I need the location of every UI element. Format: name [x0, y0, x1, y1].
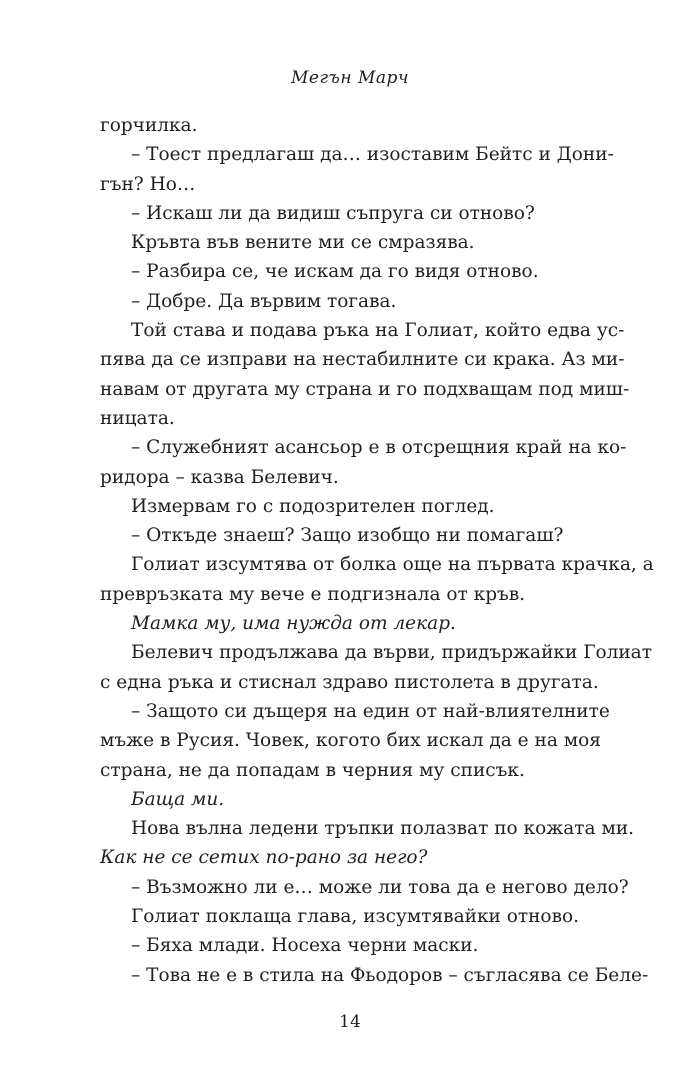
- text-line: Кръвта във вените ми се смразява.: [131, 232, 475, 254]
- text-line: – Откъде знаеш? Защо изобщо ни помагаш?: [131, 525, 564, 547]
- text-line: с една ръка и стиснал здраво пистолета в другата.: [100, 671, 599, 693]
- text-line: Белевич продължава да върви, придържайки Голиат: [131, 642, 652, 664]
- text-line: Голиат изсумтява от болка още на първата крачка, а: [131, 554, 654, 576]
- text-line: Той става и подава ръка на Голиат, който едва ус-: [131, 320, 625, 342]
- text-line: страна, не да попадам в черния му списък.: [100, 759, 525, 781]
- text-line: навам от другата му страна и го подхващам под миш-: [100, 378, 630, 400]
- text-line: – Възможно ли е… може ли това да е негово дело?: [131, 876, 629, 898]
- page-number: 14: [339, 1012, 361, 1032]
- text-line: превръзката му вече е подгизнала от кръв.: [100, 583, 526, 605]
- text-line: – Разбира се, че искам да го видя отново.: [131, 261, 539, 283]
- text-line: – Искаш ли да видиш съпруга си отново?: [131, 202, 535, 224]
- text-line: – Бяха млади. Носеха черни маски.: [131, 935, 479, 957]
- text-line: – Служебният асансьор е в отсрещния край на ко-: [131, 437, 627, 459]
- text-line: – Защото си дъщеря на един от най-влиятелните: [131, 700, 610, 722]
- text-line: – Тоест предлагаш да… изоставим Бейтс и Дони-: [131, 144, 614, 166]
- text-line: – Добре. Да вървим тогава.: [131, 290, 397, 312]
- page-body: [100, 111, 654, 990]
- text-line: гън? Но…: [100, 173, 196, 195]
- text-line: мъже в Русия. Човек, когото бих искал да е на моя: [100, 730, 601, 752]
- text-line: – Това не е в стила на Фьодоров – съгласява се Беле-: [131, 964, 649, 986]
- text-line: Голиат поклаща глава, изсумтявайки отново.: [131, 906, 580, 928]
- text-line: Измервам го с подозрителен поглед.: [131, 495, 495, 517]
- text-line: ридора – казва Белевич.: [100, 466, 339, 488]
- text-line: пява да се изправи на нестабилните си крака. Аз ми-: [100, 349, 625, 371]
- text-line: ницата.: [100, 407, 175, 429]
- italic-text-line: Баща ми.: [131, 788, 225, 810]
- text-line: Нова вълна ледени тръпки полазват по кожата ми.: [131, 818, 635, 840]
- running-header: Мегън Марч: [291, 68, 409, 88]
- italic-text-line: Мамка му, има нужда от лекар.: [131, 613, 456, 635]
- italic-text-line: Как не се сетих по-рано за него?: [100, 847, 428, 869]
- text-line: горчилка.: [100, 115, 198, 136]
